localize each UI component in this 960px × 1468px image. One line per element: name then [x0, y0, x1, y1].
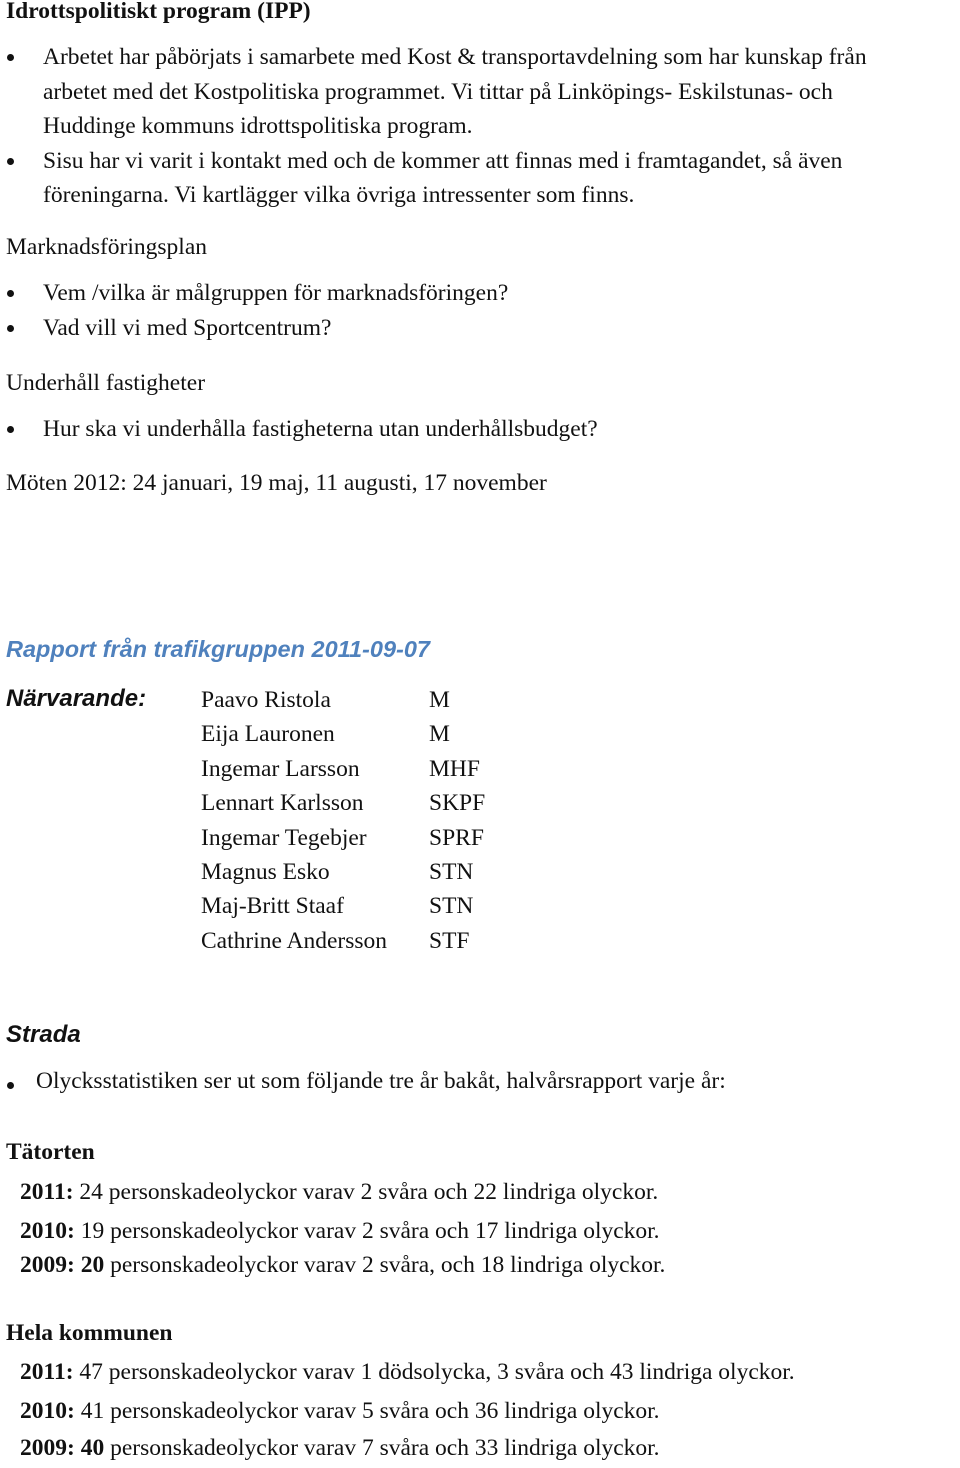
attendee-org: STN — [429, 893, 474, 920]
table-row — [196, 924, 485, 958]
attendee-name: Magnus Esko — [201, 859, 330, 886]
meetings-text: Möten 2012: 24 januari, 19 maj, 11 augusti, 17 november — [6, 470, 547, 496]
attendee-name: Cathrine Andersson — [201, 927, 388, 954]
attendee-name: Paavo Ristola — [201, 687, 331, 713]
stat-text: 47 personskadeolyckor varav 1 dödsolycka, 3 svåra och 43 lindriga olyckor. — [73, 1359, 795, 1385]
attendee-name: Eija Lauronen — [201, 721, 335, 748]
strada-bullet — [0, 1068, 726, 1095]
stat-text: 41 personskadeolyckor varav 5 svåra och 36 lindriga olyckor. — [74, 1398, 660, 1424]
ipp-bullet-text: Arbetet har påbörjats i samarbete med Kost & transportavdelning som har kunskap från arbetet med det Kostpolitiska programmet. Vi tittar på Linköpings- Eskilstunas- och Huddinge kommuns idrottspolitiska program. — [43, 44, 867, 139]
tatorten-row-2010 — [20, 1218, 660, 1245]
marknad-bullet-text: Vem /vilka är målgruppen för marknadsföringen? — [43, 280, 509, 306]
attendee-name: Lennart Karlsson — [201, 790, 364, 817]
bullet-icon — [7, 54, 14, 61]
hela-row-2011 — [20, 1359, 795, 1386]
attendees-label: Närvarande: — [6, 685, 147, 712]
bullet-icon — [7, 426, 14, 433]
bullet-icon — [7, 1082, 14, 1089]
list-item — [0, 40, 930, 144]
marknad-bullet-text: Vad vill vi med Sportcentrum? — [43, 314, 332, 341]
bullet-icon — [7, 325, 14, 332]
stat-text: personskadeolyckor varav 2 svåra, och 18 lindriga olyckor. — [104, 1252, 666, 1278]
strada-bullet-text: Olycksstatistiken ser ut som följande tre år bakåt, halvårsrapport varje år: — [36, 1068, 726, 1094]
ipp-bullet-list — [0, 40, 930, 213]
stat-year: 2009: 40 — [20, 1435, 105, 1461]
stat-text: personskadeolyckor varav 7 svåra och 33 lindriga olyckor. — [104, 1435, 660, 1461]
attendee-org: M — [429, 687, 450, 713]
attendee-org: STN — [429, 859, 474, 886]
marknad-bullet-list — [0, 276, 930, 345]
attendee-name: Ingemar Tegebjer — [201, 824, 367, 851]
attendee-org: SPRF — [429, 824, 484, 851]
table-row — [196, 752, 485, 786]
table-row — [196, 889, 485, 923]
attendee-org: SKPF — [429, 790, 486, 817]
stat-year: 2011: — [20, 1179, 74, 1205]
table-row — [196, 717, 485, 751]
tatorten-row-2011 — [20, 1179, 658, 1206]
stat-year: 2010: — [20, 1398, 75, 1424]
tatorten-row-2009 — [20, 1252, 665, 1279]
stat-year: 2011: — [20, 1359, 74, 1385]
stat-year: 2009: 20 — [20, 1252, 105, 1278]
hela-heading: Hela kommunen — [6, 1320, 173, 1346]
underhall-heading: Underhåll fastigheter — [6, 370, 206, 396]
table-row — [196, 683, 485, 717]
attendee-name: Maj-Britt Staaf — [201, 893, 344, 920]
ipp-bullet-text: Sisu har vi varit i kontakt med och de kommer att finnas med i framtagandet, så även föreningarna. Vi kartlägger vilka övriga intressenter som finns. — [43, 147, 843, 208]
attendee-org: M — [429, 721, 450, 748]
list-item — [0, 412, 930, 447]
hela-row-2009 — [20, 1435, 660, 1462]
report-title: Rapport från trafikgruppen 2011-09-07 — [6, 636, 430, 662]
hela-row-2010 — [20, 1398, 660, 1425]
attendee-org: MHF — [429, 755, 480, 782]
attendee-org: STF — [429, 927, 470, 954]
list-item — [0, 276, 930, 311]
stat-text: 24 personskadeolyckor varav 2 svåra och 22 lindriga olyckor. — [73, 1179, 659, 1205]
bullet-icon — [7, 158, 14, 165]
stat-text: 19 personskadeolyckor varav 2 svåra och 17 lindriga olyckor. — [74, 1218, 660, 1244]
list-item — [0, 311, 930, 346]
attendees-table — [196, 683, 485, 958]
ipp-heading: Idrottspolitiskt program (IPP) — [6, 0, 311, 24]
underhall-bullet-text: Hur ska vi underhålla fastigheterna utan underhållsbudget? — [43, 416, 598, 442]
bullet-icon — [7, 290, 14, 297]
underhall-bullet-list — [0, 412, 930, 447]
table-row — [196, 786, 485, 820]
strada-heading: Strada — [6, 1021, 81, 1048]
table-row — [196, 855, 485, 889]
stat-year: 2010: — [20, 1218, 75, 1244]
marknad-heading: Marknadsföringsplan — [6, 234, 208, 260]
list-item — [0, 144, 930, 213]
table-row — [196, 821, 485, 855]
tatorten-heading: Tätorten — [6, 1139, 95, 1165]
attendee-name: Ingemar Larsson — [201, 755, 360, 782]
